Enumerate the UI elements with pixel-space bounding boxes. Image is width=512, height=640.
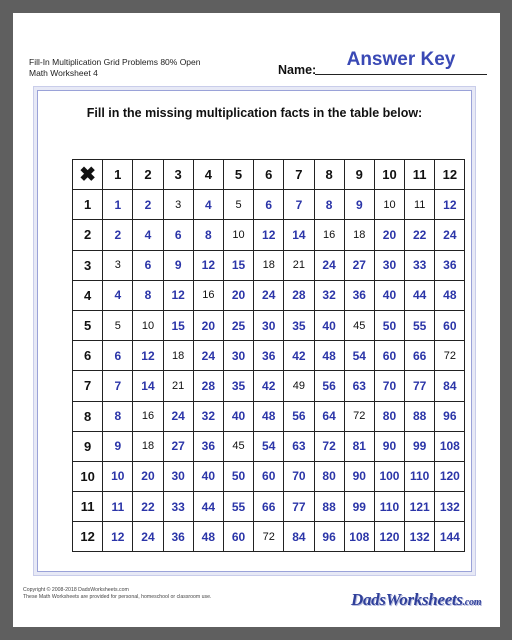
copyright-text: Copyright © 2008-2018 DadsWorksheets.com These Math Worksheets are provided for personal, homeschool or classroom use.	[23, 587, 212, 600]
given-cell: 16	[314, 220, 344, 250]
column-header: 8	[314, 160, 344, 190]
row-header: 8	[73, 401, 103, 431]
answer-cell: 60	[374, 341, 404, 371]
given-cell: 16	[193, 280, 223, 310]
answer-cell: 60	[223, 522, 253, 552]
answer-cell: 35	[223, 371, 253, 401]
row-header: 10	[73, 461, 103, 491]
given-cell: 3	[103, 250, 133, 280]
answer-cell: 40	[374, 280, 404, 310]
given-cell: 45	[344, 310, 374, 340]
grid-row	[73, 522, 465, 552]
answer-cell: 50	[223, 461, 253, 491]
row-header: 2	[73, 220, 103, 250]
answer-cell: 96	[435, 401, 465, 431]
answer-cell: 32	[193, 401, 223, 431]
answer-cell: 28	[284, 280, 314, 310]
worksheet-title: Fill-In Multiplication Grid Problems 80% Open Math Worksheet 4	[29, 57, 201, 78]
answer-key-label: Answer Key	[346, 49, 456, 70]
answer-cell: 70	[374, 371, 404, 401]
answer-cell: 30	[254, 310, 284, 340]
answer-cell: 20	[374, 220, 404, 250]
grid-row	[73, 461, 465, 491]
answer-cell: 12	[133, 341, 163, 371]
answer-cell: 15	[223, 250, 253, 280]
given-cell: 18	[254, 250, 284, 280]
answer-cell: 12	[103, 522, 133, 552]
column-header: 10	[374, 160, 404, 190]
given-cell: 10	[133, 310, 163, 340]
answer-cell: 40	[193, 461, 223, 491]
answer-cell: 30	[223, 341, 253, 371]
grid-row	[73, 220, 465, 250]
answer-cell: 99	[405, 431, 435, 461]
column-header: 3	[163, 160, 193, 190]
answer-cell: 40	[223, 401, 253, 431]
answer-cell: 48	[435, 280, 465, 310]
dadsworksheets-logo	[351, 590, 481, 610]
column-header: 1	[103, 160, 133, 190]
worksheet-page	[13, 13, 500, 627]
given-cell: 5	[103, 310, 133, 340]
answer-cell: 6	[163, 220, 193, 250]
answer-cell: 100	[374, 461, 404, 491]
answer-cell: 27	[163, 431, 193, 461]
row-header: 1	[73, 190, 103, 220]
logo-suffix: .com	[462, 597, 482, 608]
logo-rest: Worksheets	[385, 590, 463, 609]
multiplication-grid	[72, 159, 465, 552]
answer-cell: 48	[193, 522, 223, 552]
answer-cell: 22	[133, 492, 163, 522]
answer-cell: 4	[133, 220, 163, 250]
answer-cell: 15	[163, 310, 193, 340]
answer-cell: 56	[284, 401, 314, 431]
answer-cell: 20	[223, 280, 253, 310]
answer-cell: 12	[254, 220, 284, 250]
given-cell: 3	[163, 190, 193, 220]
given-cell: 5	[223, 190, 253, 220]
row-header: 3	[73, 250, 103, 280]
answer-cell: 35	[284, 310, 314, 340]
answer-cell: 9	[103, 431, 133, 461]
answer-cell: 66	[405, 341, 435, 371]
answer-cell: 9	[344, 190, 374, 220]
column-header: 5	[223, 160, 253, 190]
answer-cell: 48	[314, 341, 344, 371]
column-header: 11	[405, 160, 435, 190]
answer-cell: 20	[193, 310, 223, 340]
answer-cell: 6	[133, 250, 163, 280]
answer-cell: 77	[405, 371, 435, 401]
given-cell: 11	[405, 190, 435, 220]
grid-header-row	[73, 160, 465, 190]
answer-cell: 54	[344, 341, 374, 371]
answer-cell: 12	[163, 280, 193, 310]
answer-cell: 80	[374, 401, 404, 431]
answer-cell: 8	[133, 280, 163, 310]
answer-cell: 1	[103, 190, 133, 220]
answer-cell: 20	[133, 461, 163, 491]
answer-cell: 63	[284, 431, 314, 461]
answer-cell: 132	[435, 492, 465, 522]
answer-cell: 132	[405, 522, 435, 552]
row-header: 5	[73, 310, 103, 340]
answer-cell: 63	[344, 371, 374, 401]
given-cell: 16	[133, 401, 163, 431]
answer-cell: 6	[254, 190, 284, 220]
answer-cell: 90	[374, 431, 404, 461]
answer-cell: 7	[103, 371, 133, 401]
answer-cell: 120	[435, 461, 465, 491]
given-cell: 21	[284, 250, 314, 280]
column-header: 12	[435, 160, 465, 190]
answer-cell: 36	[435, 250, 465, 280]
row-header: 11	[73, 492, 103, 522]
answer-cell: 6	[103, 341, 133, 371]
answer-cell: 7	[284, 190, 314, 220]
answer-cell: 42	[284, 341, 314, 371]
answer-cell: 36	[344, 280, 374, 310]
answer-cell: 36	[193, 431, 223, 461]
answer-cell: 99	[344, 492, 374, 522]
answer-cell: 33	[163, 492, 193, 522]
answer-cell: 40	[314, 310, 344, 340]
answer-cell: 88	[314, 492, 344, 522]
grid-row	[73, 341, 465, 371]
answer-cell: 108	[344, 522, 374, 552]
answer-cell: 72	[314, 431, 344, 461]
answer-cell: 36	[254, 341, 284, 371]
row-header: 6	[73, 341, 103, 371]
answer-cell: 33	[405, 250, 435, 280]
column-header: 7	[284, 160, 314, 190]
answer-cell: 25	[223, 310, 253, 340]
column-header: 2	[133, 160, 163, 190]
given-cell: 72	[254, 522, 284, 552]
row-header: 12	[73, 522, 103, 552]
answer-cell: 50	[374, 310, 404, 340]
grid-row	[73, 492, 465, 522]
answer-cell: 88	[405, 401, 435, 431]
row-header: 7	[73, 371, 103, 401]
answer-cell: 110	[405, 461, 435, 491]
instruction-text: Fill in the missing multiplication facts in the table below:	[86, 106, 423, 120]
answer-cell: 44	[193, 492, 223, 522]
answer-cell: 8	[103, 401, 133, 431]
given-cell: 72	[344, 401, 374, 431]
answer-cell: 84	[435, 371, 465, 401]
answer-cell: 81	[344, 431, 374, 461]
answer-cell: 24	[133, 522, 163, 552]
answer-cell: 90	[344, 461, 374, 491]
answer-cell: 4	[193, 190, 223, 220]
row-header: 9	[73, 431, 103, 461]
answer-cell: 9	[163, 250, 193, 280]
column-header: 6	[254, 160, 284, 190]
name-line	[315, 74, 487, 75]
answer-cell: 24	[314, 250, 344, 280]
answer-cell: 11	[103, 492, 133, 522]
answer-cell: 30	[163, 461, 193, 491]
answer-cell: 80	[314, 461, 344, 491]
column-header: 9	[344, 160, 374, 190]
answer-cell: 24	[163, 401, 193, 431]
worksheet-frame	[37, 90, 472, 572]
answer-cell: 77	[284, 492, 314, 522]
answer-cell: 8	[193, 220, 223, 250]
answer-cell: 14	[133, 371, 163, 401]
grid-row	[73, 371, 465, 401]
answer-cell: 48	[254, 401, 284, 431]
answer-cell: 32	[314, 280, 344, 310]
answer-cell: 12	[435, 190, 465, 220]
answer-cell: 54	[254, 431, 284, 461]
answer-cell: 60	[435, 310, 465, 340]
answer-cell: 12	[193, 250, 223, 280]
given-cell: 18	[163, 341, 193, 371]
column-header: 4	[193, 160, 223, 190]
answer-cell: 120	[374, 522, 404, 552]
given-cell: 10	[374, 190, 404, 220]
answer-cell: 55	[405, 310, 435, 340]
answer-cell: 27	[344, 250, 374, 280]
answer-cell: 42	[254, 371, 284, 401]
given-cell: 49	[284, 371, 314, 401]
answer-cell: 2	[103, 220, 133, 250]
given-cell: 45	[223, 431, 253, 461]
answer-cell: 2	[133, 190, 163, 220]
answer-cell: 60	[254, 461, 284, 491]
answer-cell: 24	[254, 280, 284, 310]
row-header: 4	[73, 280, 103, 310]
answer-cell: 24	[435, 220, 465, 250]
grid-row	[73, 310, 465, 340]
answer-cell: 96	[314, 522, 344, 552]
grid-row	[73, 401, 465, 431]
answer-cell: 44	[405, 280, 435, 310]
answer-cell: 8	[314, 190, 344, 220]
name-label: Name:	[278, 63, 317, 77]
answer-cell: 56	[314, 371, 344, 401]
answer-cell: 10	[103, 461, 133, 491]
answer-cell: 36	[163, 522, 193, 552]
answer-cell: 144	[435, 522, 465, 552]
answer-cell: 24	[193, 341, 223, 371]
answer-cell: 66	[254, 492, 284, 522]
answer-cell: 28	[193, 371, 223, 401]
answer-cell: 84	[284, 522, 314, 552]
given-cell: 10	[223, 220, 253, 250]
answer-cell: 30	[374, 250, 404, 280]
answer-cell: 108	[435, 431, 465, 461]
logo-main: Dads	[351, 590, 386, 609]
multiply-icon: ✖	[73, 160, 103, 190]
given-cell: 18	[133, 431, 163, 461]
given-cell: 72	[435, 341, 465, 371]
given-cell: 18	[344, 220, 374, 250]
grid-row	[73, 431, 465, 461]
given-cell: 21	[163, 371, 193, 401]
grid-row	[73, 250, 465, 280]
answer-cell: 121	[405, 492, 435, 522]
answer-cell: 55	[223, 492, 253, 522]
answer-cell: 14	[284, 220, 314, 250]
answer-cell: 64	[314, 401, 344, 431]
answer-cell: 4	[103, 280, 133, 310]
grid-row	[73, 190, 465, 220]
answer-cell: 22	[405, 220, 435, 250]
answer-cell: 110	[374, 492, 404, 522]
grid-row	[73, 280, 465, 310]
answer-cell: 70	[284, 461, 314, 491]
